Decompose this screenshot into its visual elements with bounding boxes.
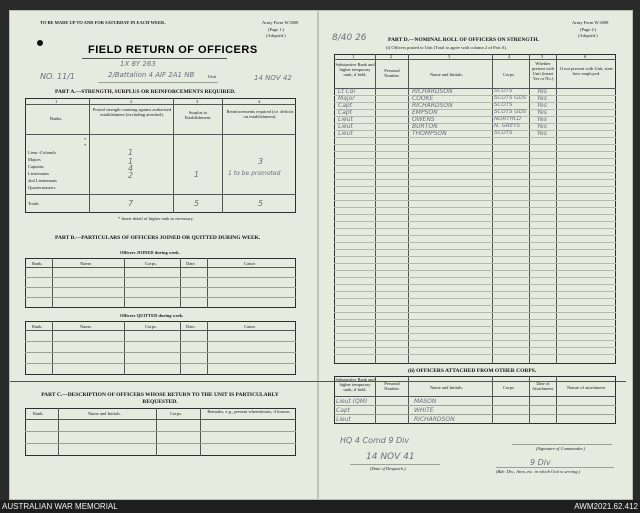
c-col-rank: Rank. xyxy=(33,411,44,416)
d-col-name: Name and Initials. xyxy=(430,72,464,77)
quitted-heading: Officers QUITTED during week. xyxy=(120,313,184,318)
hw-roll-rank: Lieut xyxy=(338,130,353,137)
col-num-4: 4 xyxy=(258,99,261,104)
col-ranks-header: Ranks. xyxy=(50,116,63,121)
d-col-present: Whether present with Unit (insert Yes or No.) xyxy=(531,61,555,81)
hw-att-name: MASON xyxy=(414,398,437,405)
hw-roll-rank: Capt xyxy=(338,109,353,116)
col-posted-header: Posted strength counting against authorised establishment (excluding attached). xyxy=(92,107,172,117)
q-col-cause: Cause. xyxy=(244,324,257,329)
hw-att-rank: Lieut (QM) xyxy=(336,398,368,405)
hw-roll-rank: Lt Col xyxy=(338,88,356,95)
q-col-corps: Corps. xyxy=(145,324,157,329)
hw-roll-present: Yes xyxy=(537,95,547,102)
col-surplus-header: Surplus to Establishment. xyxy=(184,110,212,120)
formation-label: (Bde. Div., Area, etc. in which Unit is serving.) xyxy=(496,469,581,474)
handwritten-ref: 1X 8Y 263 xyxy=(120,60,156,68)
army-form-left: Army Form W.3008 xyxy=(262,20,299,25)
part-c-heading: PART C.—DESCRIPTION OF OFFICERS WHOSE RETURN TO THE UNIT IS PARTICULARLY REQUESTED. xyxy=(41,392,279,405)
part-d-subheading: (i) Officers posted to Unit (Total to agree with column 2 of Part A). xyxy=(386,45,508,50)
hw-roll-present: Yes xyxy=(537,109,547,116)
b-col-date: Date. xyxy=(186,261,196,266)
hw-roll-name: OWENS xyxy=(412,116,435,123)
c-col-remarks: Remarks, e.g., present whereabouts, if known. xyxy=(207,409,291,414)
handwritten-no: NO. 11/1 xyxy=(40,72,76,81)
c-col-corps: Corps. xyxy=(170,411,182,416)
col-num-1: 1 xyxy=(55,99,58,104)
despatch-label: (Date of Despatch.) xyxy=(370,466,406,471)
c-col-name: Name and Initials. xyxy=(88,411,122,416)
handwritten-date-top: 14 NOV 42 xyxy=(254,74,292,82)
footnote: * Insert detail of higher rank as necessary. xyxy=(118,216,194,221)
d-col-corps: Corps. xyxy=(503,72,515,77)
d-num-4: 4 xyxy=(508,54,511,59)
rank-row: 2nd Lieutenants xyxy=(28,178,57,183)
q-col-name: Name. xyxy=(80,324,92,329)
totals-label: Totals xyxy=(28,201,39,206)
d-col-rank: Substantive Rank and higher temporary rank, if held. xyxy=(335,62,375,77)
hw-roll-name: BURTON xyxy=(412,123,438,130)
hw-roll-present: Yes xyxy=(537,123,547,130)
adopted-right: (Adopted.) xyxy=(578,33,598,38)
hw-roll-corps: SCOTS xyxy=(494,88,513,94)
hw-posted: 2 xyxy=(128,171,134,180)
col-num-2: 2 xyxy=(130,99,133,104)
q-col-date: Date. xyxy=(186,324,196,329)
d-num-1: 1 xyxy=(352,54,355,59)
att-col-number: Personal Number. xyxy=(384,381,400,391)
hw-top-right: 8/40 26 xyxy=(332,33,367,43)
footer-accession: AWM2021.62.412 xyxy=(574,502,638,511)
hw-roll-corps: N. GREYS xyxy=(494,123,521,129)
att-col-date: Date of Attachment. xyxy=(531,381,555,391)
rank-row: Lieutenants xyxy=(28,171,49,176)
army-form-right: Army Form W.3008 xyxy=(572,20,609,25)
d-num-3: 3 xyxy=(448,54,451,59)
hw-surplus: 1 xyxy=(194,170,200,179)
hw-posted: 1 xyxy=(128,157,134,166)
rank-row: Lieut.-Colonels xyxy=(28,150,57,155)
hw-reinf-note: 1 to be promoted xyxy=(228,170,281,177)
punch-hole xyxy=(37,40,43,46)
archive-footer xyxy=(0,500,640,513)
hw-roll-rank: Lieut xyxy=(338,123,353,130)
hw-despatch-date: 14 NOV 41 xyxy=(366,452,415,462)
hw-roll-corps: SCOTS GDS xyxy=(494,95,527,101)
hw-roll-corps: NORTHLD xyxy=(494,116,522,122)
signature-label: (Signature of Commander.) xyxy=(536,446,585,451)
col-num-3: 3 xyxy=(196,99,199,104)
hw-roll-corps: SCOTS xyxy=(494,130,513,136)
hw-signature-note: HQ 4 Comd 9 Div xyxy=(340,436,410,445)
d-col-employed: If not present with Unit, state how employed. xyxy=(560,66,613,76)
col-reinf-header: Reinforcements required (i.e. deficits on establishment). xyxy=(226,109,294,119)
hw-att-name: WHITE xyxy=(414,407,434,414)
rank-row: Majors xyxy=(28,157,41,162)
part-b-heading: PART B.—PARTICULARS OF OFFICERS JOINED OR QUITTED DURING WEEK. xyxy=(55,235,261,241)
joined-heading: Officers JOINED during week. xyxy=(120,250,180,255)
att-col-corps: Corps. xyxy=(503,385,515,390)
nominal-roll-rules xyxy=(334,88,616,364)
page-fold xyxy=(317,10,319,500)
d-num-2: 2 xyxy=(390,54,393,59)
adopted-left: (Adopted.) xyxy=(266,33,286,38)
hw-roll-name: EMPSON xyxy=(412,109,438,116)
hw-total: 7 xyxy=(128,199,134,208)
page-number-right: (Page 4.) xyxy=(580,27,597,32)
hw-roll-name: RICHARDSON xyxy=(412,88,453,95)
hw-att-name: RICHARDSON xyxy=(414,416,455,423)
d-num-5: 5 xyxy=(541,54,544,59)
b-col-corps: Corps. xyxy=(145,261,157,266)
header-instruction: TO BE MADE UP TO AND FOR SATURDAY IN EACH WEEK. xyxy=(40,20,166,25)
rank-row: Captains xyxy=(28,164,44,169)
hw-posted: 4 xyxy=(128,164,134,173)
q-col-rank: Rank. xyxy=(32,324,43,329)
hw-roll-present: Yes xyxy=(537,102,547,109)
footer-institution: AUSTRALIAN WAR MEMORIAL xyxy=(2,502,118,511)
part-a-heading: PART A.—STRENGTH, SURPLUS OR REINFORCEMENTS REQUIRED. xyxy=(55,89,236,95)
hw-roll-name: RICHARDSON xyxy=(412,102,453,109)
unit-label: Unit xyxy=(208,74,217,79)
att-col-rank: Substantive Rank and higher temporary rank, if held. xyxy=(335,377,375,392)
hw-roll-rank: Lieut xyxy=(338,116,353,123)
hw-roll-corps: SCOTS GDS xyxy=(494,109,527,115)
hw-roll-name: THOMPSON xyxy=(412,130,447,137)
part-d-heading: PART D.—NOMINAL ROLL OF OFFICERS ON STRENGTH. xyxy=(388,37,539,43)
att-col-name: Name and Initials. xyxy=(430,385,464,390)
hw-roll-present: Yes xyxy=(537,88,547,95)
unit-line xyxy=(98,82,218,83)
title-underline xyxy=(82,58,227,59)
hw-formation: 9 Div xyxy=(530,458,551,467)
hw-roll-rank: Capt xyxy=(338,102,353,109)
rank-row: Quartermasters xyxy=(28,185,56,190)
hw-roll-name: COOKE xyxy=(412,95,434,102)
hw-total: 5 xyxy=(194,199,200,208)
handwritten-unit: 2/Battalion 4 AIF 2A1 NB xyxy=(108,71,195,79)
hw-total: 5 xyxy=(258,199,264,208)
b-col-name: Name. xyxy=(80,261,92,266)
b-col-rank: Rank. xyxy=(32,261,43,266)
att-col-nature: Nature of attachment. xyxy=(566,385,607,390)
hw-posted: 1 xyxy=(128,148,134,157)
hw-roll-corps: SCOTS xyxy=(494,102,513,108)
hw-att-rank: Lieut xyxy=(336,416,351,423)
b-col-cause: Cause. xyxy=(244,261,257,266)
d-col-number: Personal Number. xyxy=(384,68,400,78)
hw-reinf: 3 xyxy=(258,157,264,166)
hw-att-rank: Capt xyxy=(336,407,351,414)
hw-roll-rank: Major xyxy=(338,95,355,102)
form-title: FIELD RETURN OF OFFICERS xyxy=(88,44,258,56)
page-number-left: (Page 1.) xyxy=(268,27,285,32)
hw-roll-present: Yes xyxy=(537,116,547,123)
attached-heading: (ii) OFFICERS ATTACHED FROM OTHER CORPS. xyxy=(408,368,537,374)
part-c-table xyxy=(25,408,296,456)
hw-roll-present: Yes xyxy=(537,130,547,137)
d-num-6: 6 xyxy=(584,54,587,59)
